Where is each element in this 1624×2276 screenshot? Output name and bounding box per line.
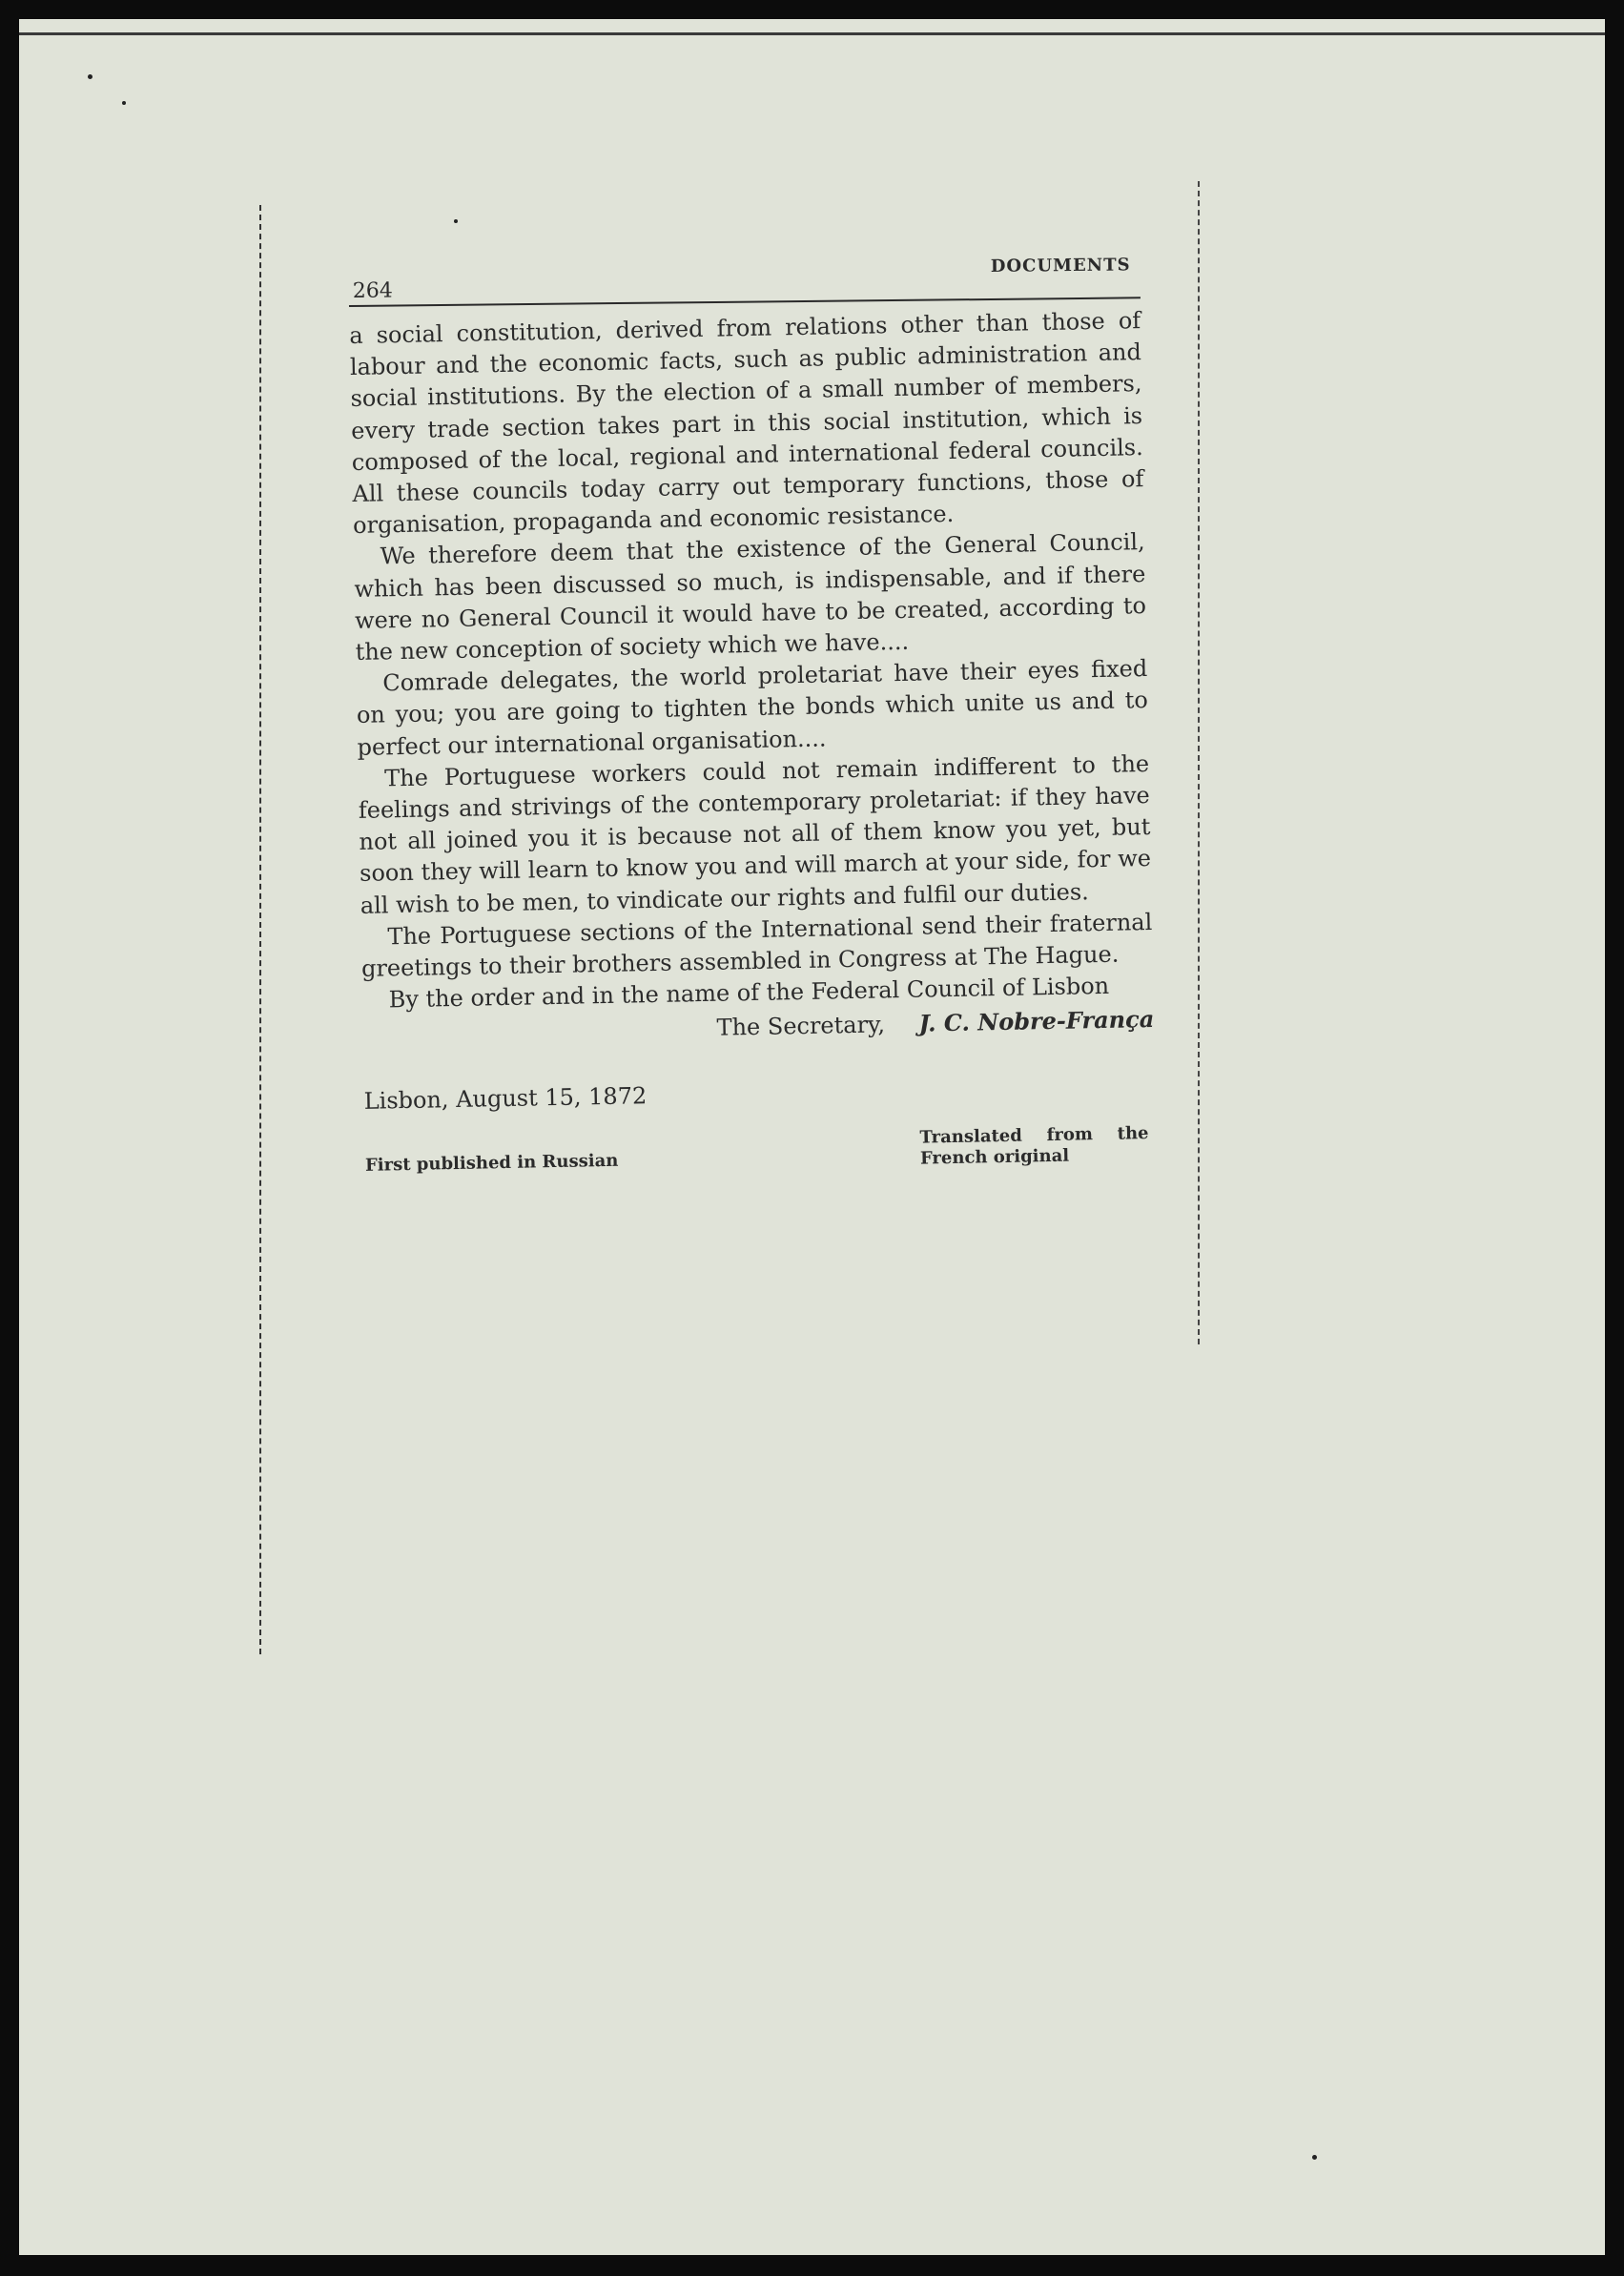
scanned-sheet [19,19,1605,2255]
speck [122,101,126,105]
publication-note: First published in Russian [364,1150,619,1176]
signature-name: J. C. Nobre-França [918,1005,1155,1038]
translation-note: Translated from the French original [919,1122,1149,1169]
right-margin-mark [1198,181,1200,1344]
body-text [349,305,1157,1196]
paragraph: Comrade delegates, the world proletariat have their eyes fixed on you; you are going to tighten the bonds which unite us and to perfect our international organisation.... [356,655,1149,761]
dateline: Lisbon, August 15, 1872 [363,1081,648,1115]
section-title: DOCUMENTS [990,255,1131,277]
paragraph: The Portuguese sections of the International send their fraternal greetings to their brothers assembled in Congress at The Hague. [360,908,1153,982]
speck [454,219,458,223]
paragraph: The Portuguese workers could not remain indifferent to the feelings and strivings of the contemporary proletariat: if they have not all joined you it is because not all of them know you yet, but soon they will learn to know you and will march at your side, for we all wish to be men, to vindicate our rights and fulfil our duties. [358,749,1152,919]
footer-notes [364,1123,1157,1196]
left-margin-mark [259,205,261,1654]
paragraph: By the order and in the name of the Federal Council of Lisbon [388,973,1110,1014]
page-number: 264 [352,278,393,303]
running-head [348,249,1140,307]
book-page [349,255,1155,1196]
top-rule [19,32,1605,35]
paragraph: We therefore deem that the existence of the General Council, which has been discussed so much, is indispensable, and if there were no General Council it would have to be created, according to the new conception of society which we have.... [354,528,1147,666]
speck [88,74,93,79]
speck [1312,2155,1317,2160]
signature-role: The Secretary, [716,1011,886,1042]
paragraph: a social constitution, derived from relations other than those of labour and the economic facts, such as public administration and social institutions. By the election of a small number of members, every trade section takes part in this social institution, which is composed of the local, regional and international federal councils. All these councils today carry out temporary functions, those of organisation, propaganda and economic resistance. [349,307,1144,540]
